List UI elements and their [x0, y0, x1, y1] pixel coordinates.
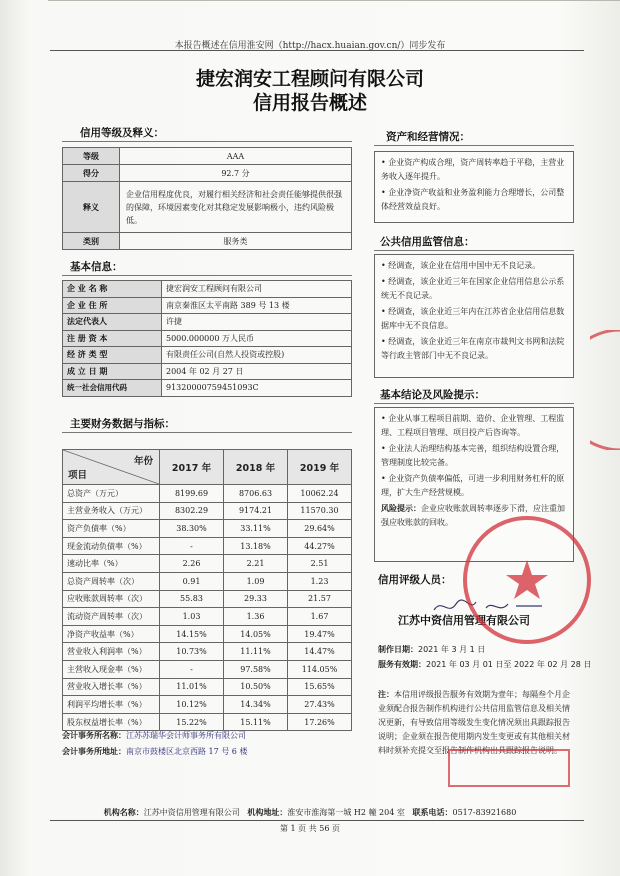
metric-label: 总资产周转率: [67, 576, 115, 586]
table-row: [63, 182, 352, 233]
metric-name: [63, 485, 160, 503]
score-label: 得分: [63, 165, 120, 182]
credit-code-value: 91320000759451093C: [162, 380, 352, 397]
metric-value: 21.57: [288, 590, 352, 608]
metric-value: 2.21: [224, 555, 288, 573]
org-address-label: 机构地址：: [247, 808, 288, 817]
metric-value: 14.15%: [160, 625, 224, 643]
metric-value: 97.58%: [224, 660, 288, 678]
metric-value: 33.11%: [224, 520, 288, 538]
table-row: [63, 502, 352, 520]
metric-value: 17.26%: [288, 713, 352, 731]
metric-value: 11.01%: [160, 678, 224, 696]
table-row: [63, 537, 352, 555]
metric-name: [63, 555, 160, 573]
metric-unit: （%）: [123, 541, 147, 551]
assets-box: [374, 151, 574, 223]
metric-value: 15.22%: [160, 713, 224, 731]
footer-divider: [50, 820, 584, 821]
make-date-label: 制作日期：: [378, 645, 418, 654]
org-name: 江苏中资信用管理有限公司: [143, 808, 240, 817]
metric-value: 11.11%: [224, 643, 288, 661]
info-label: 统一社会信用代码: [63, 380, 162, 397]
finance-divider: [62, 432, 352, 433]
metric-value: 1.03: [160, 608, 224, 626]
org-address: 淮安市淮海第一城 H2 幢 204 室: [287, 808, 405, 817]
table-row: [63, 660, 352, 678]
metric-value: 9174.21: [224, 502, 288, 520]
metric-name: [63, 608, 160, 626]
info-label: 注 册 资 本: [63, 330, 162, 347]
metric-label: 利润平均增长率: [67, 699, 123, 709]
metric-unit: （%）: [107, 523, 131, 533]
metric-value: 1.23: [288, 572, 352, 590]
basic-info-table: [62, 280, 352, 397]
metric-unit: （%）: [123, 699, 147, 709]
table-row: [63, 347, 352, 364]
metric-value: 15.11%: [224, 713, 288, 731]
metric-value: 11570.30: [288, 502, 352, 520]
assets-item: • 企业净资产收益和业务盈利能力合理增长，公司整体经营效益良好。: [381, 188, 565, 211]
metric-value: 2.51: [288, 555, 352, 573]
conclusion-section-title: 基本结论及风险提示：: [380, 389, 485, 401]
metric-label: 资产负债率: [67, 523, 107, 533]
metric-value: 27.43%: [288, 696, 352, 714]
table-row: [63, 696, 352, 714]
metric-name: [63, 537, 160, 555]
basic-section-title: 基本信息：: [70, 261, 123, 273]
report-title: 信用报告概述: [252, 92, 367, 114]
supervision-item: • 经调查，该企业在信用中国中无不良记录。: [381, 261, 541, 270]
table-row: [63, 485, 352, 503]
metric-value: 29.33: [224, 590, 288, 608]
supervision-item: • 经调查，该企业近三年在国家企业信用信息公示系统无不良记录。: [381, 277, 565, 300]
metric-label: 现金流动负债率: [67, 541, 123, 551]
diagonal-header-cell: [63, 450, 160, 485]
phone-label: 联系电话：: [412, 808, 453, 817]
metric-value: 0.91: [160, 572, 224, 590]
finance-table: [62, 449, 352, 731]
table-row: [63, 148, 352, 165]
legal-rep-value: 许捷: [162, 314, 352, 331]
audit-firm-label: 会计事务所名称：: [62, 731, 126, 740]
verification-stamp: [447, 748, 571, 788]
audit-address-label: 会计事务所地址：: [62, 747, 126, 756]
metric-name: [63, 520, 160, 538]
metric-unit: （次）: [123, 611, 147, 621]
table-row: [63, 643, 352, 661]
info-label: 企 业 住 所: [63, 297, 162, 314]
category-label: 类别: [63, 233, 120, 250]
metric-value: 10.12%: [160, 696, 224, 714]
metric-value: -: [160, 660, 224, 678]
metric-unit: （次）: [123, 594, 147, 604]
metric-value: 1.67: [288, 608, 352, 626]
metric-name: [63, 502, 160, 520]
metric-name: [63, 660, 160, 678]
table-row: [63, 625, 352, 643]
metric-name: [63, 590, 160, 608]
metric-value: 55.83: [160, 590, 224, 608]
metric-name: [63, 572, 160, 590]
founded-date-value: 2004 年 02 月 27 日: [162, 363, 352, 380]
metric-label: 应收账款周转率: [67, 594, 123, 604]
metric-unit: （%）: [123, 647, 147, 657]
metric-value: 13.18%: [224, 537, 288, 555]
footer-contact: [0, 807, 620, 818]
metric-label: 净资产收益率: [67, 629, 115, 639]
conclusion-item: • 企业法人治理结构基本完善，组织结构设置合理，管理制度比较完备。: [381, 444, 565, 467]
risk-text: 企业应收账款周转率逐步下滑，应注重加强应收账款的回收。: [381, 504, 565, 527]
metric-value: 114.05%: [288, 660, 352, 678]
page-number: 第 1 页 共 56 页: [280, 824, 340, 833]
table-row: [63, 713, 352, 731]
year-column-header: 2019 年: [288, 450, 352, 485]
capital-value: 5000.000000 万人民币: [162, 330, 352, 347]
table-row: [63, 233, 352, 250]
company-name-value: 捷宏润安工程顾问有限公司: [162, 281, 352, 298]
metric-value: 1.09: [224, 572, 288, 590]
assets-divider: [374, 145, 574, 146]
publish-note: 本报告概述在信用淮安网（http://hacx.huaian.gov.cn/）同步发布: [174, 41, 446, 51]
table-row: [63, 363, 352, 380]
conclusion-divider: [374, 403, 574, 404]
service-period-line: [378, 659, 591, 670]
rater-label: 信用评级人员：: [378, 574, 452, 586]
assets-item: • 企业资产构成合理，资产周转率趋于平稳，主营业务收入逐年提升。: [381, 158, 565, 181]
metric-name: [63, 713, 160, 731]
company-title: 捷宏润安工程顾问有限公司: [195, 68, 424, 90]
info-label: 成 立 日 期: [63, 363, 162, 380]
year-column-header: 2017 年: [160, 450, 224, 485]
metric-label: 营业收入增长率: [67, 682, 123, 692]
table-row: [63, 165, 352, 182]
info-label: 经 济 类 型: [63, 347, 162, 364]
metric-label: 主营收入现金率: [67, 664, 123, 674]
metric-unit: （次）: [115, 576, 139, 586]
info-label: 法定代表人: [63, 314, 162, 331]
table-row: [63, 678, 352, 696]
rating-label: 等级: [63, 148, 120, 165]
address-value: 南京秦淮区太平南路 389 号 13 楼: [162, 297, 352, 314]
metric-unit: （%）: [99, 559, 123, 569]
conclusion-item: • 企业资产负债率偏低，可进一步利用财务杠杆的原理，扩大生产经营规模。: [381, 474, 565, 497]
audit-address-line: [62, 746, 247, 757]
metric-unit: （%）: [123, 682, 147, 692]
metric-value: 10.73%: [160, 643, 224, 661]
metric-value: 14.34%: [224, 696, 288, 714]
rating-section-title: 信用等级及释义：: [80, 127, 164, 139]
metric-value: 10062.24: [288, 485, 352, 503]
metric-name: [63, 678, 160, 696]
phone: 0517-83921680: [452, 808, 517, 817]
audit-address: 南京市鼓楼区北京西路 17 号 6 楼: [126, 747, 248, 756]
conclusion-item: • 企业从事工程项目前期、造价、企业管理、工程监理、工程项目管理、项目投产后咨询等。: [381, 414, 565, 437]
company-seal: [452, 505, 602, 655]
year-header: 年份: [133, 456, 153, 467]
finance-rows: [63, 485, 352, 731]
metric-value: 1.36: [224, 608, 288, 626]
assets-section-title: 资产和经营情况：: [386, 131, 470, 143]
audit-firm-name: 江苏苏瑞华会计师事务所有限公司: [126, 731, 246, 740]
metric-name: [63, 625, 160, 643]
supervision-section-title: 公共信用监管信息：: [380, 236, 475, 248]
metric-value: 8199.69: [160, 485, 224, 503]
metric-label: 速动比率: [67, 559, 99, 569]
rating-table: [62, 147, 352, 250]
rating-value: AAA: [120, 148, 352, 165]
info-label: 企 业 名 称: [63, 281, 162, 298]
edge-seal: [590, 330, 620, 450]
table-row: [63, 520, 352, 538]
org-label: 机构名称：: [103, 808, 144, 817]
supervision-item: • 经调查，该企业近三年在南京市裁判文书网和法院等行政主管部门中无不良记录。: [381, 337, 565, 360]
note-text: 本信用评级报告服务有效期为壹年；每隔叁个月企业须配合报告制作机构进行公共信用监管信息及相关情况更新，有导致信用等级发生变化情况须出具跟踪报告说明；企业须在报告使用期内发生变更或有其他相关材料时须补充提交至报告制作机构出具跟踪报告说明。: [378, 690, 570, 755]
table-row: [63, 297, 352, 314]
table-row: [63, 590, 352, 608]
metric-unit: （%）: [115, 629, 139, 639]
table-row: [63, 330, 352, 347]
score-value: 92.7 分: [120, 165, 352, 182]
supervision-divider: [374, 250, 574, 251]
category-value: 服务类: [120, 233, 352, 250]
metric-value: 15.65%: [288, 678, 352, 696]
service-label: 服务有效期：: [378, 660, 426, 669]
economic-type-value: 有限责任公司(自然人投资或控股): [162, 347, 352, 364]
supervision-box: [374, 254, 574, 378]
metric-unit: （万元）: [91, 488, 123, 498]
metric-unit: （%）: [123, 717, 147, 727]
supervision-item: • 经调查，该企业近三年内在江苏省企业信用信息数据库中无不良信息。: [381, 307, 565, 330]
item-header: 项目: [68, 470, 88, 481]
audit-firm-line: [62, 730, 246, 741]
metric-value: 8706.63: [224, 485, 288, 503]
rating-divider: [62, 141, 352, 142]
metric-unit: （万元）: [115, 506, 147, 516]
metric-value: 38.30%: [160, 520, 224, 538]
table-row: [63, 314, 352, 331]
definition-label: 释义: [63, 182, 120, 233]
metric-value: 14.05%: [224, 625, 288, 643]
header-divider: [50, 50, 584, 51]
metric-value: 19.47%: [288, 625, 352, 643]
note-label: 注：: [378, 690, 394, 699]
table-row: [63, 608, 352, 626]
rating-organization: 江苏中资信用管理有限公司: [398, 614, 530, 627]
year-column-header: 2018 年: [224, 450, 288, 485]
metric-label: 股东权益增长率: [67, 717, 123, 727]
metric-label: 营业收入利润率: [67, 647, 123, 657]
table-row: [63, 572, 352, 590]
metric-value: 10.50%: [224, 678, 288, 696]
metric-value: -: [160, 537, 224, 555]
metric-label: 总资产: [67, 488, 91, 498]
table-row: [63, 380, 352, 397]
finance-section-title: 主要财务数据与指标：: [70, 418, 175, 430]
metric-unit: （%）: [123, 664, 147, 674]
make-date: 2021 年 3 月 1 日: [418, 645, 486, 654]
metric-value: 14.47%: [288, 643, 352, 661]
metric-value: 29.64%: [288, 520, 352, 538]
metric-value: 2.26: [160, 555, 224, 573]
metric-value: 44.27%: [288, 537, 352, 555]
metric-value: 8302.29: [160, 502, 224, 520]
metric-name: [63, 643, 160, 661]
risk-label: 风险提示：: [381, 504, 421, 513]
table-row: [63, 555, 352, 573]
metric-name: [63, 696, 160, 714]
table-header-row: [63, 450, 352, 485]
table-row: [63, 281, 352, 298]
basic-divider: [62, 275, 352, 276]
metric-label: 主营业务收入: [67, 506, 115, 516]
metric-label: 流动资产周转率: [67, 611, 123, 621]
definition-value: 企业信用程度优良，对履行相关经济和社会责任能够提供很强的保障，环境因素变化对其稳定发展影响极小，违约风险极低。: [120, 182, 352, 233]
binding-edge: [48, 0, 620, 3]
service-period: 2021 年 03 月 01 日至 2022 年 02 月 28 日: [426, 660, 592, 669]
